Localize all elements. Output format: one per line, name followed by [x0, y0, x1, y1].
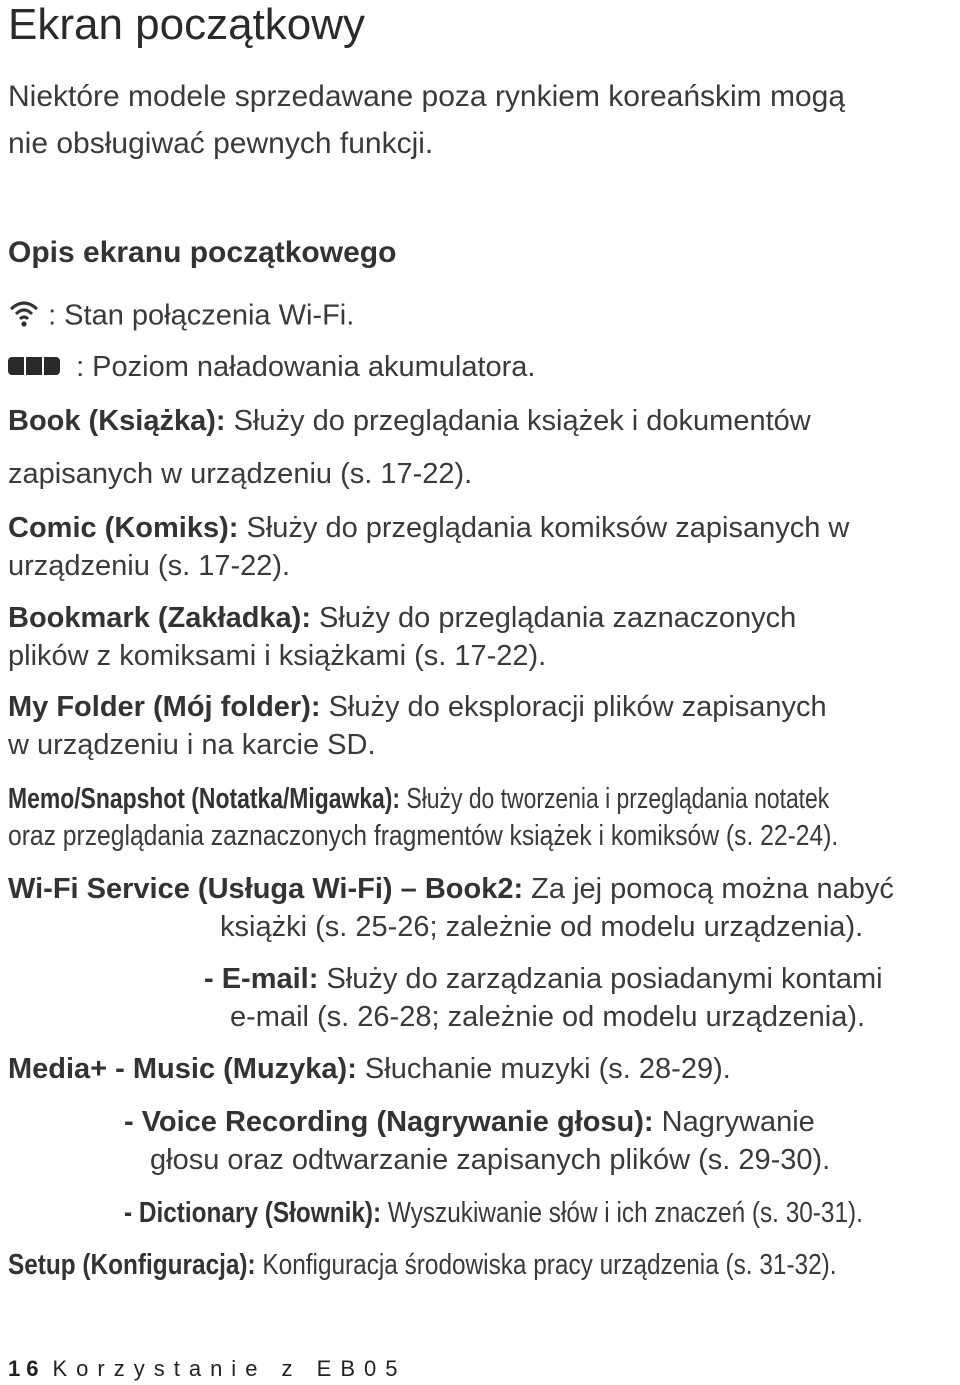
setup-label: Setup (Konfiguracja): [8, 1249, 256, 1281]
myfolder-desc-1: Służy do eksploracji plików zapisanych [320, 691, 827, 723]
book-desc-1: Służy do przeglądania książek i dokumentów [225, 405, 811, 437]
comic-desc-1: Służy do przeglądania komiksów zapisanych w [238, 512, 850, 544]
myfolder-item-line-1 [8, 691, 827, 724]
wifiservice-label: Wi-Fi Service (Usługa Wi-Fi) – Book2: [8, 873, 524, 905]
memo-label: Memo/Snapshot (Notatka/Migawka): [8, 783, 401, 815]
setup-desc-1: Konfiguracja środowiska pracy urządzenia (s. 31-32). [255, 1249, 837, 1281]
wifi-status-text: : Stan połączenia Wi-Fi. [48, 299, 355, 332]
email-desc-1: Służy do zarządzania posiadanymi kontami [318, 963, 883, 995]
page-title: Ekran początkowy [8, 0, 366, 49]
email-item-line-1 [204, 963, 883, 996]
memo-desc-1: Służy do tworzenia i przeglądania notatek [400, 783, 830, 815]
comic-label: Comic (Komiks): [8, 512, 239, 544]
comic-desc-2: urządzeniu (s. 17-22). [8, 550, 291, 582]
book-desc-2: zapisanych w urządzeniu (s. 17-22). [8, 458, 473, 490]
wifi-icon [8, 298, 40, 336]
book-label: Book (Książka): [8, 405, 226, 437]
voice-item-line-1 [124, 1106, 815, 1139]
battery-icon [8, 352, 62, 385]
book-item-line-1 [8, 405, 811, 438]
myfolder-label: My Folder (Mój folder): [8, 691, 321, 723]
voice-desc-1: Nagrywanie [653, 1106, 815, 1138]
wifiservice-desc-2: książki (s. 25-26; zależnie od modelu urządzenia). [220, 911, 864, 943]
media-desc-1: Słuchanie muzyki (s. 28-29). [356, 1053, 731, 1085]
dictionary-item-line-1 [124, 1197, 960, 1230]
intro-line-2: nie obsługiwać pewnych funkcji. [8, 127, 434, 160]
memo-desc-2: oraz przeglądania zaznaczonych fragmentów książek i komiksów (s. 22-24). [8, 820, 839, 852]
comic-item-line-1 [8, 512, 849, 545]
page-footer [8, 1356, 406, 1382]
myfolder-desc-2: w urządzeniu i na karcie SD. [8, 729, 376, 761]
email-desc-2: e-mail (s. 26-28; zależnie od modelu urządzenia). [230, 1001, 866, 1033]
email-label: - E-mail: [204, 963, 319, 995]
voice-label: - Voice Recording (Nagrywanie głosu): [124, 1106, 654, 1138]
battery-status-row [8, 351, 536, 385]
bookmark-desc-2: plików z komiksami i książkami (s. 17-22). [8, 640, 547, 672]
wifiservice-item-line-1 [8, 873, 894, 906]
media-label: Media+ - Music (Muzyka): [8, 1053, 357, 1085]
intro-line-1: Niektóre modele sprzedawane poza rynkiem koreańskim mogą [8, 80, 846, 113]
page-number: 16 [8, 1356, 45, 1381]
section-title: Opis ekranu początkowego [8, 236, 397, 269]
footer-text: Korzystanie z EB05 [52, 1356, 407, 1381]
wifi-status-row [8, 298, 354, 336]
bookmark-label: Bookmark (Zakładka): [8, 602, 311, 634]
dictionary-label: - Dictionary (Słownik): [124, 1197, 382, 1229]
battery-status-text: : Poziom naładowania akumulatora. [76, 351, 536, 383]
media-item-line-1 [8, 1053, 731, 1086]
voice-desc-2: głosu oraz odtwarzanie zapisanych plików (s. 29-30). [150, 1144, 831, 1176]
dictionary-desc-1: Wyszukiwanie słów i ich znaczeń (s. 30-31). [381, 1197, 863, 1229]
bookmark-desc-1: Służy do przeglądania zaznaczonych [311, 602, 797, 634]
setup-item-line-1 [8, 1249, 960, 1282]
memo-item-line-2 [8, 820, 960, 853]
memo-item-line-1 [8, 783, 960, 816]
bookmark-item-line-1 [8, 602, 796, 635]
wifiservice-desc-1: Za jej pomocą można nabyć [523, 873, 894, 905]
